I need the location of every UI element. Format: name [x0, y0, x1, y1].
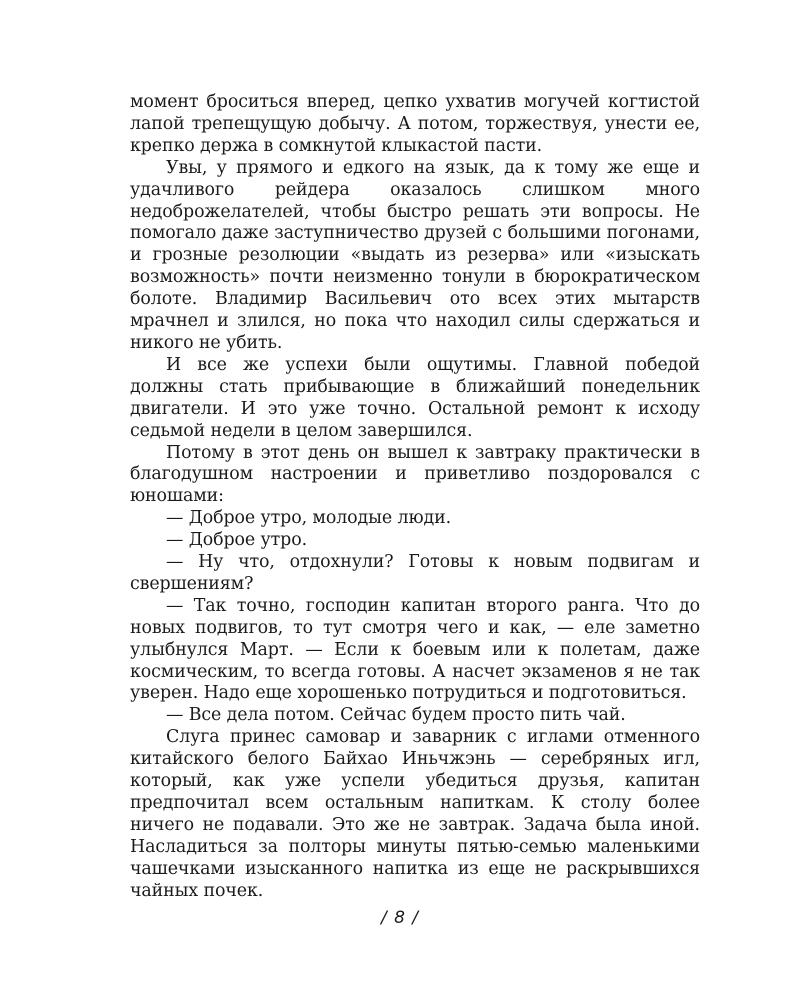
dialogue-line: — Доброе утро. — [166, 530, 308, 551]
paragraph: момент броситься вперед, цепко ухватив могучей когтистой лапой трепещущую добычу. А потом, торжествуя, унести ее, крепко держа в сомкнутой клыкастой пасти. — [130, 92, 700, 156]
paragraph: Увы, у прямого и едкого на язык, да к тому же еще и удачливого рейдера оказалось слишком много недоброжелателей, чтобы быстро решать эти вопросы. Не помогало даже заступничество друзей с большими погонами, и грозные резолюции «выдать из резерва» или «изыскать возможность» почти неизменно тонули в бюрократическом болоте. Владимир Васильевич ото всех этих мытарств мрачнел и злился, но пока что находил силы сдержаться и никого не убить. — [130, 157, 700, 353]
body-text — [130, 92, 700, 903]
dialogue-line: — Все дела потом. Сейчас будем просто пить чай. — [166, 705, 626, 726]
dialogue-line: — Так точно, господин капитан второго ранга. Что до новых подвигов, то тут смотря чего и как, — еле заметно улыбнулся Март. — Если к боевым или к полетам, даже космическим, то всегда готовы. А насчет экзаменов я не так уверен. Надо еще хорошенько потрудиться и подготовиться. — [130, 595, 700, 704]
dialogue-line: — Ну что, отдохнули? Готовы к новым подвигам и свершениям? — [130, 552, 700, 594]
paragraph: Слуга принес самовар и заварник с иглами отменного китайского белого Байхао Иньчжэнь — серебряных игл, который, как уже успели убедиться друзья, капитан предпочитал всем остальным напиткам. К столу более ничего не подавали. Это же не завтрак. Задача была иной. Насладиться за полторы минуты пятью-семью маленькими чашечками изысканного напитка из еще не раскрывшихся чайных почек. — [130, 727, 700, 901]
dialogue-line: — Доброе утро, молодые люди. — [166, 508, 452, 529]
page-number: / 8 / — [380, 908, 420, 928]
paragraph: Потому в этот день он вышел к завтраку практически в благодушном настроении и приветливо поздоровался с юношами: — [130, 442, 700, 507]
paragraph: И все же успехи были ощутимы. Главной победой должны стать прибывающие в ближайший понедельник двигатели. И это уже точно. Остальной ремонт к исходу седьмой недели в целом завершился. — [130, 354, 700, 441]
